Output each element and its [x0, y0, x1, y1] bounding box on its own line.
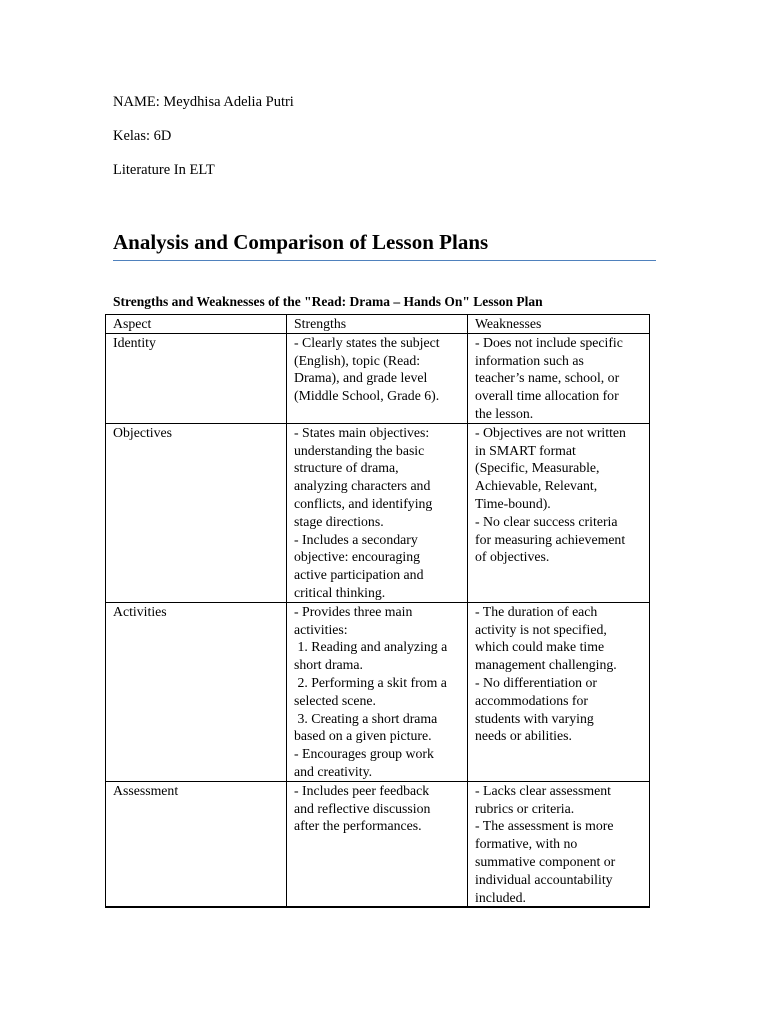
title-underline — [113, 260, 656, 261]
student-name-line: NAME: Meydhisa Adelia Putri — [113, 94, 294, 110]
weaknesses-text-line: Achievable, Relevant, — [475, 478, 598, 494]
strengths-cell — [287, 781, 468, 907]
weaknesses-text-line: needs or abilities. — [475, 728, 572, 744]
lesson-plan-table — [105, 314, 650, 908]
strengths-text-line: analyzing characters and — [294, 478, 431, 494]
weaknesses-text-line: information such as — [475, 352, 584, 368]
document-title: Analysis and Comparison of Lesson Plans — [113, 230, 489, 254]
weaknesses-text-line: teacher’s name, school, or — [475, 370, 620, 386]
weaknesses-text-line: formative, with no — [475, 836, 578, 852]
strengths-text-line: active participation and — [294, 567, 424, 583]
weaknesses-text-line: - The duration of each — [475, 603, 598, 619]
weaknesses-cell — [468, 781, 650, 907]
weaknesses-text-line: (Specific, Measurable, — [475, 460, 600, 476]
strengths-text-line: 2. Performing a skit from a — [294, 674, 447, 690]
weaknesses-cell — [468, 423, 650, 602]
weaknesses-text-line: - No clear success criteria — [475, 513, 618, 529]
weaknesses-text-line: rubrics or criteria. — [475, 800, 575, 816]
table-header-row — [106, 315, 650, 334]
strengths-text-line: (English), topic (Read: — [294, 352, 421, 368]
strengths-text-line: - States main objectives: — [294, 424, 430, 440]
strengths-text-line: - Encourages group work — [294, 746, 434, 762]
table-row — [106, 333, 650, 423]
strengths-text-line: understanding the basic — [294, 442, 425, 458]
strengths-text-line: based on a given picture. — [294, 728, 432, 744]
column-header-aspect: Aspect — [106, 315, 287, 334]
weaknesses-cell — [468, 333, 650, 423]
strengths-text-line: - Includes peer feedback — [294, 782, 430, 798]
aspect-cell: Objectives — [106, 423, 287, 602]
strengths-cell — [287, 423, 468, 602]
class-line: Kelas: 6D — [113, 128, 172, 144]
strengths-text-line: objective: encouraging — [294, 549, 421, 565]
column-header-strengths: Strengths — [287, 315, 468, 334]
strengths-text-line: - Includes a secondary — [294, 531, 418, 547]
weaknesses-text-line: activity is not specified, — [475, 621, 607, 637]
table-caption: Strengths and Weaknesses of the "Read: Drama – Hands On" Lesson Plan — [113, 294, 543, 309]
weaknesses-text-line: management challenging. — [475, 657, 617, 673]
weaknesses-text-line: - Lacks clear assessment — [475, 782, 611, 798]
weaknesses-text-line: students with varying — [475, 710, 594, 726]
strengths-text-line: selected scene. — [294, 692, 376, 708]
weaknesses-text-line: - The assessment is more — [475, 818, 614, 834]
strengths-text-line: short drama. — [294, 657, 363, 673]
table-row — [106, 602, 650, 781]
table-row — [106, 781, 650, 907]
strengths-text-line: Drama), and grade level — [294, 370, 428, 386]
weaknesses-text-line: which could make time — [475, 639, 605, 655]
strengths-text-line: 3. Creating a short drama — [294, 710, 438, 726]
weaknesses-text-line: - Does not include specific — [475, 334, 623, 350]
strengths-cell — [287, 602, 468, 781]
strengths-text-line: and creativity. — [294, 763, 373, 779]
weaknesses-text-line: individual accountability — [475, 871, 613, 887]
weaknesses-text-line: - Objectives are not written — [475, 424, 626, 440]
aspect-cell: Assessment — [106, 781, 287, 907]
strengths-text-line: - Clearly states the subject — [294, 334, 440, 350]
strengths-text-line: 1. Reading and analyzing a — [294, 639, 448, 655]
weaknesses-text-line: accommodations for — [475, 692, 589, 708]
strengths-text-line: conflicts, and identifying — [294, 495, 433, 511]
strengths-text-line: and reflective discussion — [294, 800, 431, 816]
aspect-cell: Identity — [106, 333, 287, 423]
aspect-cell: Activities — [106, 602, 287, 781]
weaknesses-text-line: included. — [475, 889, 526, 905]
strengths-text-line: critical thinking. — [294, 584, 386, 600]
weaknesses-text-line: for measuring achievement — [475, 531, 626, 547]
weaknesses-text-line: Time-bound). — [475, 495, 551, 511]
weaknesses-text-line: the lesson. — [475, 405, 534, 421]
strengths-text-line: - Provides three main — [294, 603, 413, 619]
strengths-text-line: structure of drama, — [294, 460, 399, 476]
column-header-weaknesses: Weaknesses — [468, 315, 650, 334]
strengths-text-line: after the performances. — [294, 818, 422, 834]
weaknesses-text-line: in SMART format — [475, 442, 576, 458]
table-row — [106, 423, 650, 602]
weaknesses-text-line: overall time allocation for — [475, 388, 619, 404]
strengths-text-line: activities: — [294, 621, 348, 637]
weaknesses-text-line: summative component or — [475, 853, 616, 869]
weaknesses-text-line: - No differentiation or — [475, 674, 597, 690]
weaknesses-cell — [468, 602, 650, 781]
weaknesses-text-line: of objectives. — [475, 549, 550, 565]
strengths-text-line: stage directions. — [294, 513, 384, 529]
strengths-cell — [287, 333, 468, 423]
course-line: Literature In ELT — [113, 162, 215, 178]
strengths-text-line: (Middle School, Grade 6). — [294, 388, 440, 404]
